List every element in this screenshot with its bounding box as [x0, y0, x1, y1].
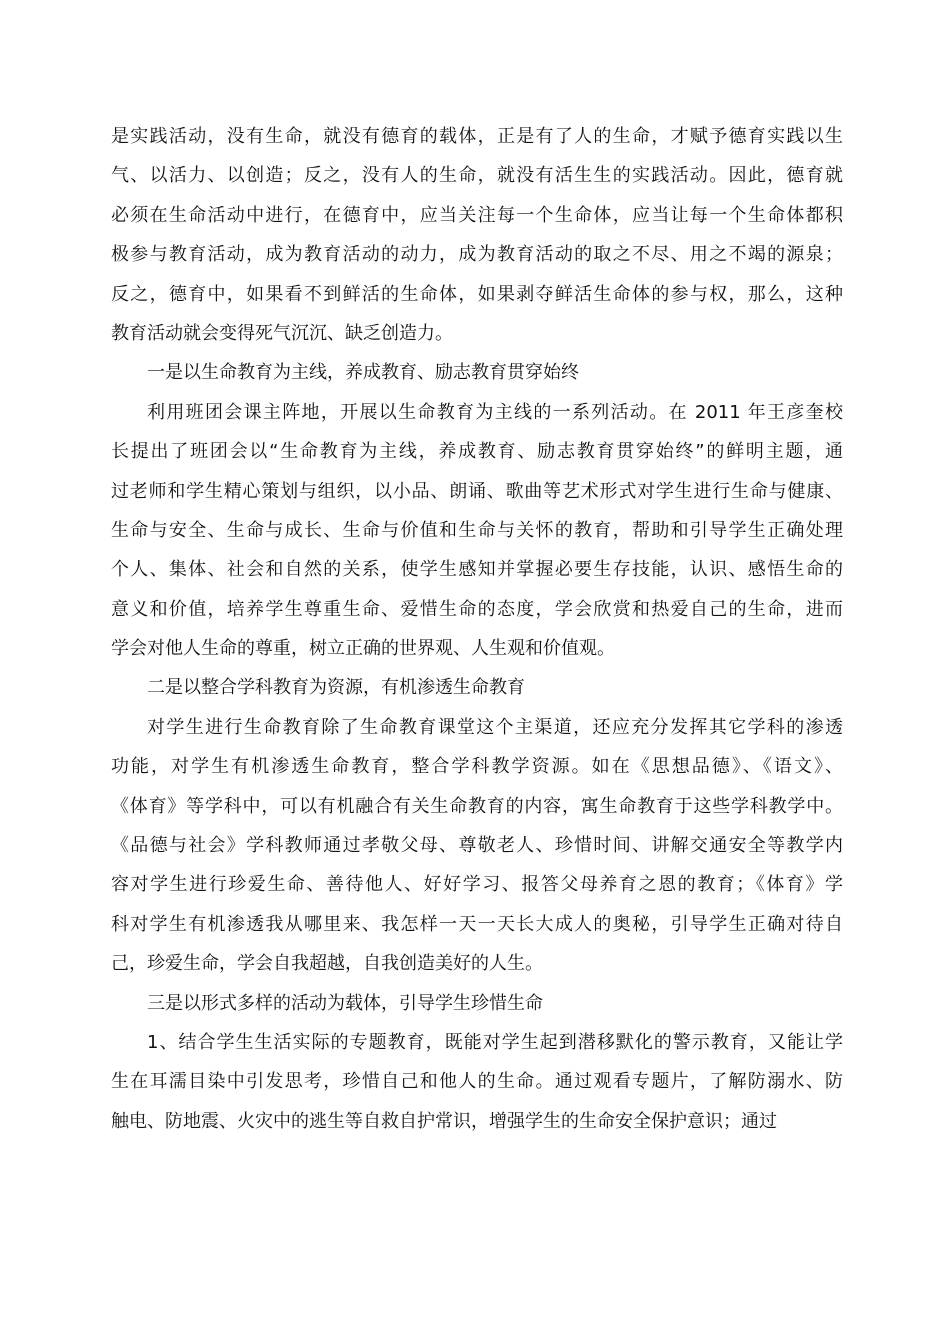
paragraph-one — [111, 393, 843, 669]
heading-text: 三是以形式多样的活动为载体，引导学生珍惜生命 — [147, 992, 543, 1014]
paragraph-intro — [111, 117, 843, 353]
text-line: 反之，德育中，如果看不到鲜活的生命体，如果剥夺鲜活生命体的参与权，那么，这种 — [111, 283, 843, 305]
text-line: 1、结合学生生活实际的专题教育，既能对学生起到潜移默化的警示教育，又能让学 — [147, 1031, 843, 1053]
text-line: 个人、集体、社会和自然的关系，使学生感知并掌握必要生存技能，认识、感悟生命的 — [111, 559, 843, 581]
text-line: 过老师和学生精心策划与组织，以小品、朗诵、歌曲等艺术形式对学生进行生命与健康、 — [111, 480, 843, 502]
text-line: 气、以活力、以创造；反之，没有人的生命，就没有活生生的实践活动。因此，德育就 — [111, 165, 843, 187]
heading-text: 二是以整合学科教育为资源，有机渗透生命教育 — [147, 677, 525, 699]
text-line: 功能，对学生有机渗透生命教育，整合学科教学资源。如在《思想品德》、《语文》、 — [111, 756, 843, 778]
text-line: 必须在生命活动中进行，在德育中，应当关注每一个生命体，应当让每一个生命体都积 — [111, 204, 843, 226]
text-line: 长提出了班团会以“生命教育为主线，养成教育、励志教育贯穿始终”的鲜明主题，通 — [111, 441, 843, 463]
paragraph-three — [111, 1023, 843, 1141]
text-line: 学会对他人生命的尊重，树立正确的世界观、人生观和价值观。 — [111, 638, 615, 660]
document-body — [111, 117, 843, 1141]
text-line: 《体育》等学科中，可以有机融合有关生命教育的内容，寓生命教育于这些学科教学中。 — [111, 795, 843, 817]
section-heading-one — [111, 353, 843, 392]
text-line: 《品德与社会》学科教师通过孝敬父母、尊敬老人、珍惜时间、讲解交通安全等教学内 — [111, 835, 843, 857]
text-line: 触电、防地震、火灾中的逃生等自救自护常识，增强学生的生命安全保护意识；通过 — [111, 1110, 777, 1132]
text-line: 利用班团会课主阵地，开展以生命教育为主线的一系列活动。在 2011 年王彦奎校 — [147, 401, 843, 423]
heading-text: 一是以生命教育为主线，养成教育、励志教育贯穿始终 — [147, 362, 579, 384]
text-line: 己，珍爱生命，学会自我超越，自我创造美好的人生。 — [111, 953, 543, 975]
text-line: 极参与教育活动，成为教育活动的动力，成为教育活动的取之不尽、用之不竭的源泉； — [111, 244, 843, 266]
text-line: 科对学生有机渗透我从哪里来、我怎样一天一天长大成人的奥秘，引导学生正确对待自 — [111, 913, 843, 935]
text-line: 意义和价值，培养学生尊重生命、爱惜生命的态度，学会欣赏和热爱自己的生命，进而 — [111, 598, 843, 620]
text-line: 生在耳濡目染中引发思考，珍惜自己和他人的生命。通过观看专题片，了解防溺水、防 — [111, 1071, 843, 1093]
paragraph-two — [111, 708, 843, 984]
text-line: 生命与安全、生命与成长、生命与价值和生命与关怀的教育，帮助和引导学生正确处理 — [111, 519, 843, 541]
text-line: 是实践活动，没有生命，就没有德育的载体，正是有了人的生命，才赋予德育实践以生 — [111, 126, 843, 147]
text-line: 教育活动就会变得死气沉沉、缺乏创造力。 — [111, 322, 453, 344]
text-line: 对学生进行生命教育除了生命教育课堂这个主渠道，还应充分发挥其它学科的渗透 — [147, 716, 843, 738]
section-heading-three — [111, 984, 843, 1023]
text-line: 容对学生进行珍爱生命、善待他人、好好学习、报答父母养育之恩的教育；《体育》学 — [111, 874, 843, 896]
section-heading-two — [111, 668, 843, 707]
